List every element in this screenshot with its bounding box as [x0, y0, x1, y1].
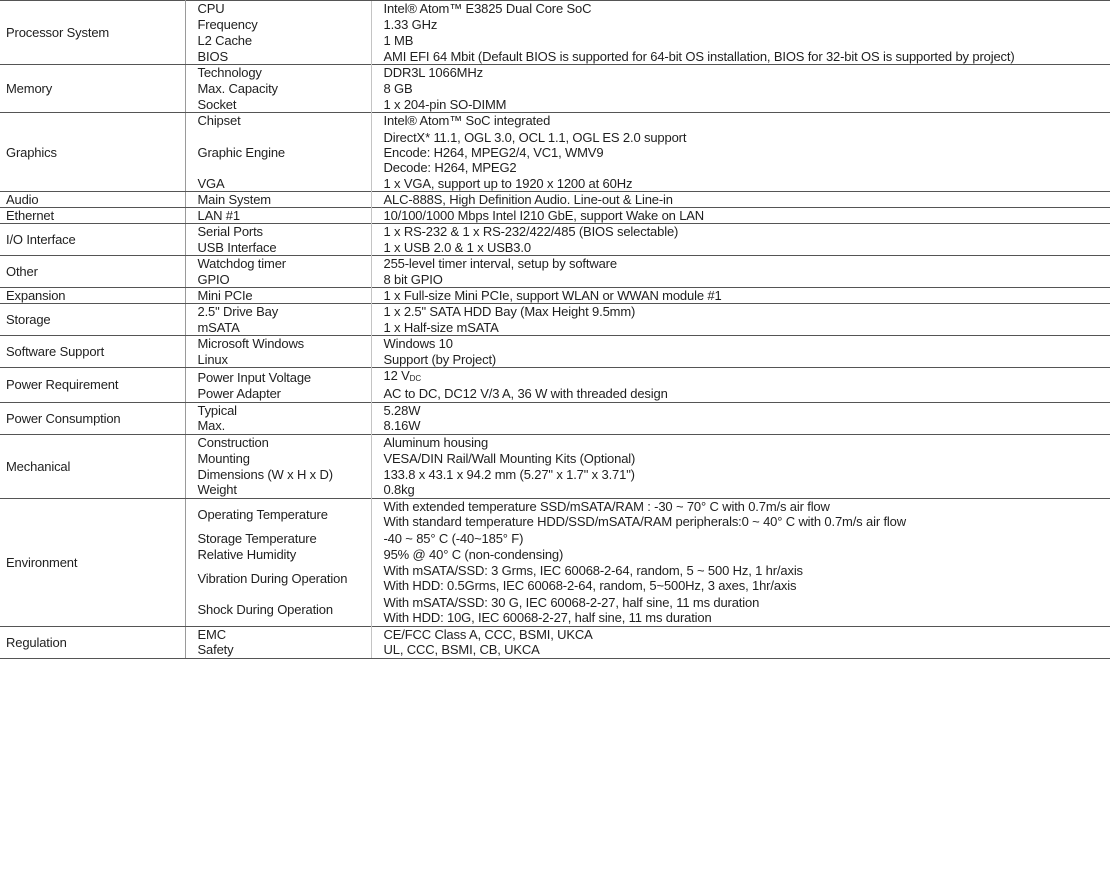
- spec-item-label: Weight: [197, 482, 237, 498]
- spec-value-line: [384, 610, 1110, 625]
- spec-item-value: [371, 594, 1110, 626]
- spec-value-text: 133.8 x 43.1 x 94.2 mm (5.27" x 1.7" x 3.71"): [383, 466, 635, 482]
- spec-item-label: Vibration During Operation: [197, 570, 348, 586]
- spec-item-value: [371, 224, 1110, 240]
- spec-item-value: [371, 304, 1110, 320]
- spec-value-line: [384, 256, 1110, 271]
- spec-value-line: [384, 467, 1110, 482]
- spec-value-line: [384, 145, 1110, 160]
- spec-row: [0, 113, 1110, 129]
- spec-value-text: 1 x Full-size Mini PCIe, support WLAN or WWAN module #1: [383, 288, 722, 303]
- spec-value-text: 1 x VGA, support up to 1920 x 1200 at 60Hz: [383, 175, 633, 191]
- spec-item-label: Mounting: [197, 450, 250, 466]
- spec-item-label: Watchdog timer: [185, 256, 371, 272]
- spec-item-value: [371, 434, 1110, 450]
- spec-category: Ethernet: [0, 208, 185, 224]
- spec-table-body: [0, 1, 1110, 659]
- spec-item-label: Max. Capacity: [197, 81, 278, 96]
- spec-item-value: [371, 17, 1110, 33]
- spec-category: Power Consumption: [0, 402, 185, 434]
- spec-item-label: BIOS: [197, 48, 228, 64]
- spec-value-text: 255-level timer interval, setup by software: [383, 256, 617, 272]
- spec-category: Power Requirement: [0, 368, 185, 403]
- spec-item-value: [371, 386, 1110, 402]
- spec-item-value: [371, 97, 1110, 113]
- spec-item-value: [371, 272, 1110, 288]
- spec-value-line: [384, 33, 1110, 48]
- spec-value-line: [384, 208, 1110, 223]
- spec-value-line: [384, 386, 1110, 401]
- spec-value-line: [384, 240, 1110, 255]
- spec-item-value: [371, 192, 1110, 208]
- spec-value-line: [384, 304, 1110, 319]
- spec-value-line: [384, 531, 1110, 546]
- spec-item-value: [371, 352, 1110, 368]
- spec-value-text: 1 x 204-pin SO-DIMM: [383, 96, 507, 112]
- spec-row: [0, 434, 1110, 450]
- spec-value-line: [384, 49, 1110, 64]
- spec-row: [0, 336, 1110, 352]
- spec-row: [0, 368, 1110, 387]
- spec-item-value: [371, 466, 1110, 482]
- spec-category: Environment: [0, 498, 185, 626]
- spec-item-value: [371, 626, 1110, 642]
- spec-item-value: [371, 240, 1110, 256]
- spec-value-text: Aluminum housing: [383, 434, 489, 450]
- spec-value-line: [384, 499, 1110, 514]
- spec-item-value: [371, 113, 1110, 129]
- spec-value-line: [384, 176, 1110, 191]
- spec-value-line: [384, 368, 1110, 386]
- spec-value-text: With extended temperature SSD/mSATA/RAM : -30 ~ 70° C with 0.7m/s air flow: [383, 499, 830, 515]
- spec-value-text: 95% @ 40° C (non-condensing): [383, 546, 564, 562]
- spec-value-text: UL, CCC, BSMI, CB, UKCA: [383, 642, 540, 658]
- spec-value-text: 1.33 GHz: [383, 17, 438, 32]
- spec-item-label: Chipset: [185, 113, 371, 129]
- spec-value-subscript: DC: [409, 374, 422, 383]
- spec-row: [0, 402, 1110, 418]
- spec-value-text: 0.8kg: [383, 482, 415, 498]
- spec-item-label: Main System: [185, 192, 371, 208]
- spec-item-label: Socket: [197, 96, 237, 112]
- spec-value-text: Decode: H264, MPEG2: [383, 159, 517, 175]
- spec-item-label: Linux: [197, 351, 228, 367]
- spec-value-line: [384, 224, 1110, 239]
- spec-row: [0, 498, 1110, 530]
- spec-value-text: DirectX* 11.1, OGL 3.0, OCL 1.1, OGL ES 2.0 support: [383, 129, 687, 145]
- spec-value-text: Windows 10: [383, 336, 453, 352]
- spec-value-line: [384, 336, 1110, 351]
- spec-category: Mechanical: [0, 434, 185, 498]
- spec-value-line: [384, 113, 1110, 128]
- spec-category: Regulation: [0, 626, 185, 658]
- spec-item-value: [371, 256, 1110, 272]
- spec-value-text: AMI EFI 64 Mbit (Default BIOS is supported for 64-bit OS installation, BIOS for 32-bit OS is supported by project): [383, 48, 1015, 64]
- spec-item-value: [371, 450, 1110, 466]
- spec-item-label: Storage Temperature: [197, 530, 317, 546]
- spec-value-line: [384, 595, 1110, 610]
- spec-item-label: Microsoft Windows: [185, 336, 371, 352]
- spec-value-text: 5.28W: [383, 402, 421, 418]
- spec-item-label: Safety: [185, 642, 371, 658]
- spec-value-line: [384, 17, 1110, 32]
- spec-item-label: mSATA: [197, 319, 240, 335]
- spec-item-label: LAN #1: [185, 208, 371, 224]
- spec-value-text: 8 GB: [383, 81, 413, 96]
- spec-value-line: [384, 563, 1110, 578]
- spec-category: Graphics: [0, 113, 185, 192]
- spec-item-label: EMC: [185, 626, 371, 642]
- spec-value-line: [384, 403, 1110, 418]
- spec-value-line: [384, 642, 1110, 657]
- spec-item-value: [371, 498, 1110, 530]
- spec-value-text: ALC-888S, High Definition Audio. Line-out & Line-in: [383, 192, 673, 207]
- spec-item-label: Relative Humidity: [197, 546, 297, 562]
- spec-value-line: [384, 451, 1110, 466]
- spec-item-value: [371, 482, 1110, 498]
- spec-value-line: [384, 418, 1110, 433]
- spec-category: Software Support: [0, 336, 185, 368]
- spec-item-value: [371, 530, 1110, 546]
- spec-value-line: [384, 435, 1110, 450]
- spec-item-value: [371, 81, 1110, 97]
- spec-item-value: [371, 208, 1110, 224]
- spec-item-value: [371, 33, 1110, 49]
- spec-value-line: [384, 81, 1110, 96]
- spec-value-text: 12 V: [383, 368, 410, 383]
- spec-item-value: [371, 288, 1110, 304]
- spec-item-value: [371, 176, 1110, 192]
- spec-item-value: [371, 129, 1110, 176]
- spec-item-value: [371, 336, 1110, 352]
- spec-value-line: [384, 578, 1110, 593]
- spec-value-text: 1 x 2.5" SATA HDD Bay (Max Height 9.5mm): [383, 304, 636, 320]
- spec-item-value: [371, 418, 1110, 434]
- spec-item-label: GPIO: [197, 271, 230, 287]
- spec-value-text: With HDD: 0.5Grms, IEC 60068-2-64, random, 5~500Hz, 3 axes, 1hr/axis: [383, 578, 797, 593]
- spec-value-line: [384, 1, 1110, 16]
- spec-value-text: Intel® Atom™ SoC integrated: [383, 113, 551, 129]
- spec-item-value: [371, 1, 1110, 17]
- spec-item-value: [371, 368, 1110, 387]
- spec-value-line: [384, 320, 1110, 335]
- spec-value-line: [384, 130, 1110, 145]
- spec-value-line: [384, 547, 1110, 562]
- spec-value-text: 1 MB: [383, 33, 414, 48]
- spec-row: [0, 304, 1110, 320]
- spec-item-label: 2.5" Drive Bay: [185, 304, 371, 320]
- spec-value-text: With HDD: 10G, IEC 60068-2-27, half sine, 11 ms duration: [383, 609, 712, 625]
- spec-item-value: [371, 320, 1110, 336]
- spec-value-text: 1 x USB 2.0 & 1 x USB3.0: [383, 239, 531, 255]
- spec-item-label: Max.: [197, 418, 226, 434]
- spec-category: Other: [0, 256, 185, 288]
- spec-value-text: With mSATA/SSD: 30 G, IEC 60068-2-27, half sine, 11 ms duration: [383, 594, 760, 610]
- spec-value-line: [384, 627, 1110, 642]
- spec-value-line: [384, 192, 1110, 207]
- spec-value-line: [384, 272, 1110, 287]
- spec-item-label: Power Input Voltage: [185, 368, 371, 387]
- spec-value-line: [384, 288, 1110, 303]
- spec-row: [0, 65, 1110, 81]
- spec-item-label: Shock During Operation: [197, 602, 333, 618]
- spec-item-label: Typical: [185, 402, 371, 418]
- spec-category: Expansion: [0, 288, 185, 304]
- spec-value-text: 1 x RS-232 & 1 x RS-232/422/485 (BIOS selectable): [383, 224, 679, 240]
- spec-row: [0, 208, 1110, 224]
- spec-item-label: VGA: [197, 175, 225, 191]
- spec-row: [0, 288, 1110, 304]
- spec-row: [0, 192, 1110, 208]
- spec-item-label: USB Interface: [197, 239, 277, 255]
- spec-item-label: Dimensions (W x H x D): [197, 466, 333, 482]
- spec-item-value: [371, 65, 1110, 81]
- spec-value-text: Intel® Atom™ E3825 Dual Core SoC: [383, 1, 592, 17]
- spec-item-label: CPU: [185, 1, 371, 17]
- spec-value-text: CE/FCC Class A, CCC, BSMI, UKCA: [383, 626, 593, 642]
- spec-value-text: 8.16W: [383, 418, 421, 434]
- spec-item-label: Operating Temperature: [185, 498, 371, 530]
- spec-value-text: 8 bit GPIO: [383, 271, 443, 287]
- spec-item-label: Mini PCIe: [185, 288, 371, 304]
- spec-value-line: [384, 97, 1110, 112]
- spec-row: [0, 626, 1110, 642]
- spec-value-text: AC to DC, DC12 V/3 A, 36 W with threaded design: [383, 386, 668, 402]
- spec-item-value: [371, 562, 1110, 594]
- spec-row: [0, 224, 1110, 240]
- spec-value-line: [384, 482, 1110, 497]
- spec-category: Memory: [0, 65, 185, 113]
- spec-value-line: [384, 352, 1110, 367]
- spec-value-text: Support (by Project): [383, 351, 497, 367]
- spec-value-text: Encode: H264, MPEG2/4, VC1, WMV9: [383, 144, 604, 160]
- spec-value-line: [384, 65, 1110, 80]
- spec-item-label: Technology: [185, 65, 371, 81]
- spec-value-text: With mSATA/SSD: 3 Grms, IEC 60068-2-64, random, 5 ~ 500 Hz, 1 hr/axis: [383, 563, 803, 578]
- spec-item-value: [371, 546, 1110, 562]
- spec-category: Processor System: [0, 1, 185, 65]
- spec-item-label: Construction: [185, 434, 371, 450]
- spec-category: Storage: [0, 304, 185, 336]
- spec-row: [0, 256, 1110, 272]
- spec-item-label: Serial Ports: [185, 224, 371, 240]
- spec-item-label: Power Adapter: [197, 386, 281, 402]
- spec-item-value: [371, 49, 1110, 65]
- spec-value-text: 10/100/1000 Mbps Intel I210 GbE, support Wake on LAN: [383, 208, 705, 223]
- spec-value-text: DDR3L 1066MHz: [383, 65, 483, 81]
- spec-value-text: With standard temperature HDD/SSD/mSATA/RAM peripherals:0 ~ 40° C with 0.7m/s air flow: [383, 514, 906, 530]
- spec-value-line: [384, 514, 1110, 529]
- spec-value-text: -40 ~ 85° C (-40~185° F): [383, 530, 524, 546]
- spec-row: [0, 1, 1110, 17]
- spec-value-text: 1 x Half-size mSATA: [383, 319, 499, 335]
- spec-value-line: [384, 160, 1110, 175]
- spec-value-text: VESA/DIN Rail/Wall Mounting Kits (Optional): [383, 450, 636, 466]
- spec-item-label: Graphic Engine: [197, 144, 286, 160]
- spec-item-label: Frequency: [197, 17, 258, 32]
- spec-item-label: L2 Cache: [197, 33, 252, 48]
- spec-category: I/O Interface: [0, 224, 185, 256]
- spec-item-value: [371, 642, 1110, 658]
- spec-category: Audio: [0, 192, 185, 208]
- spec-item-value: [371, 402, 1110, 418]
